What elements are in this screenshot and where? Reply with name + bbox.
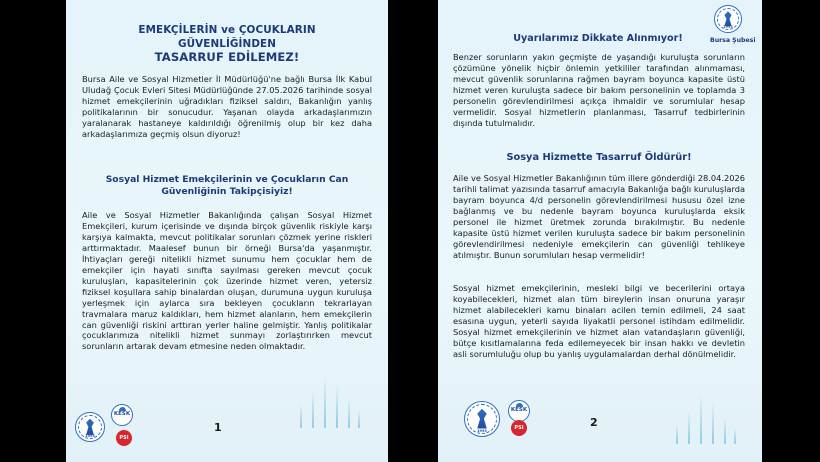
document-page-1 bbox=[66, 0, 388, 462]
kesk-logo-icon: KESK bbox=[508, 400, 530, 422]
page1-main-title bbox=[116, 24, 338, 65]
page2-paragraph-1: Benzer sorunların yakın geçmişte de yaşandığı kuruluşta sorunların çözümüne yönelik hiçbir önlemin yetkililer tarafından alınmaması, mevcut güvenlik sorunlarına rağmen bayram boyunca kapasite üstü hizmet veren kuruluşta sadece bir bakım personelinin ve toplamda 3 personelin görevlendirilmesi açıkça ihmaldir ve sorumlular hesap vermelidir. Sosyal hizmetlerin planlanması, Tasarruf tedbirlerinin dışında tutulmalıdır. bbox=[453, 52, 745, 128]
page2-paragraph-3: Sosyal hizmet emekçilerinin, mesleki bilgi ve becerilerini ortaya koyabilecekleri, hizmet alan tüm bireylerin insan onuruna yaraşır hizmet alabilecekleri kamu binaları acilen temin edilmeli, 24 saat esasına uygun, yeterli sayıda liyakatli personel istihdam edilmelidir. Sosyal hizmet emekçilerinin ve hizmet alan vatandaşların güvenliği, bütçe kısıtlamalarına feda edilemeyecek bir insan hakkı ve devletin asli sorumluluğu olup bu yanlış uygulamalardan derhal dönülmelidir. bbox=[453, 283, 745, 359]
psi-logo-icon: PSI bbox=[116, 430, 132, 446]
subtitle-line-1: Sosyal Hizmet Emekçilerinin ve Çocukların Can bbox=[105, 174, 349, 185]
page2-heading-2: Sosya Hizmette Tasarruf Öldürür! bbox=[506, 152, 692, 163]
kesk-logo-icon: KESK bbox=[111, 404, 133, 426]
page1-paragraph-2: Aile ve Sosyal Hizmetler Bakanlığında çalışan Sosyal Hizmet Emekçileri, kurum içerisinde ve dışında birçok güvenlik riskiyle karşı karşıya kalmakta, mevcut politikalar sorunları çözmek yerine riskleri arttırmaktadır. Maalesef bunun bir örneği Bursa'da yaşanmıştır. İhtiyaçları gereği nitelikli hizmet sunumu hem çocuklar hem de emekçiler için hayati sınıfta sayılması gereken mevcut çocuk kuruluşları, kapasitelerinin çok üzerinde hizmet veren, yetersiz fiziksel koşullara sahip binalardan oluşan, durumuna uygun kuruluşa yerleşmek için aylarca sıra bekleyen çocukların tekrarlayan travmalara maruz kaldıkları, hem hizmet alanların, hem emekçilerin can güvenliği riskini arttıran yerler haline gelmiştir. Yanlış politikalar çocuklarımıza nitelikli hizmet sunmayı zorlaştırırken mevcut sorunların artarak devam etmesine neden olmaktadır. bbox=[82, 210, 372, 352]
page2-paragraph-2: Aile ve Sosyal Hizmetler Bakanlığının tüm illere gönderdiği 28.04.2026 tarihli talimat yazısında tasarruf amacıyla Bakanlığa bağlı kuruluşlarda bayram boyunca 4/d personelin görevlendirilmesi hususu özel izne bağlanmış ve bu nedenle bayram boyunca kuruluşlarda eksik personel ile hizmet üretmek zorunda bırakılmıştır. Bu nedenle kapasite üstü hizmet verilen kuruluşta sadece bir bakım personelinin görevlendirilmesi nedeniyle emekçilerin can güvenliği tehlikeye atılmıştır. Bunun sorumluları hesap vermelidir! bbox=[453, 173, 745, 260]
decorative-lines bbox=[672, 384, 742, 444]
union-emblem-icon: 1993 bbox=[75, 412, 105, 442]
title-line-2: GÜVENLİĞİNDEN bbox=[177, 37, 277, 50]
psi-logo-icon: PSI bbox=[511, 420, 527, 436]
page-number: 1 bbox=[214, 421, 222, 434]
subtitle-line-2: Güvenliğinin Takipçisiyiz! bbox=[161, 186, 293, 198]
page2-heading-1: Uyarılarımız Dikkate Alınmıyor! bbox=[513, 33, 683, 44]
title-line-3: TASARRUF EDİLEMEZ! bbox=[154, 50, 300, 65]
page1-subtitle bbox=[80, 174, 374, 198]
branch-label: Bursa Şubesi bbox=[710, 37, 756, 44]
page1-paragraph-1: Bursa Aile ve Sosyal Hizmetler İl Müdürlüğü'ne bağlı Bursa İlk Kabul Uludağ Çocuk Evleri Sitesi Müdürlüğünde 27.05.2026 tarihinde sosyal hizmet emekçilerinin uğradıkları fiziksel saldırı, Bakanlığın yanlış politikalarının bir sonucudur. Yaşanan olayda arkadaşlarımızın yaralanarak hastaneye kaldırıldığı öğrenilmiş olup bir kez daha arkadaşlarımıza geçmiş olsun diyoruz! bbox=[82, 74, 372, 139]
title-line-1: EMEKÇİLERİN ve ÇOCUKLARIN bbox=[138, 24, 316, 36]
union-emblem-icon: 1993 bbox=[464, 401, 500, 437]
union-emblem-icon: 1993 bbox=[714, 5, 742, 33]
decorative-lines bbox=[296, 368, 366, 428]
document-page-2 bbox=[438, 0, 762, 462]
page-number: 2 bbox=[590, 416, 598, 429]
